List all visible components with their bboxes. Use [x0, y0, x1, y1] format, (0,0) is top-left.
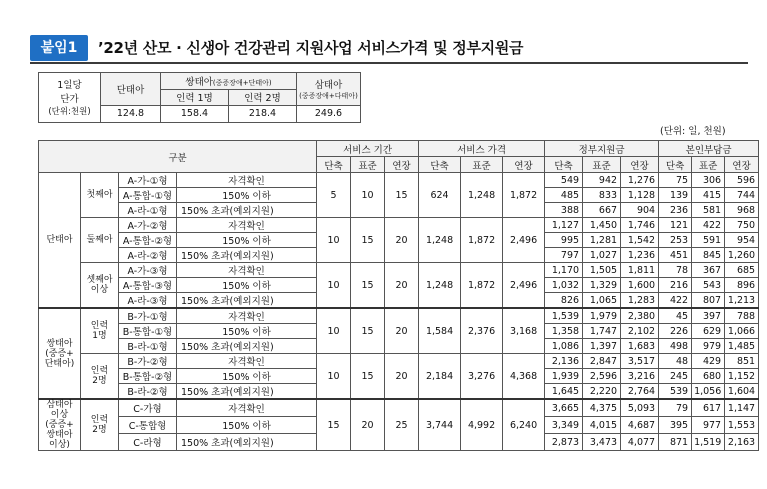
gov-subsidy-value: 3,216	[621, 369, 659, 384]
self-pay-value: 617	[692, 399, 725, 417]
table-row	[39, 173, 759, 188]
eligibility: 150% 초과(예외지원)	[177, 248, 317, 263]
price-value: 1,872	[461, 218, 503, 263]
type-code: A-가-①형	[119, 173, 177, 188]
type-code: C-가형	[119, 399, 177, 417]
self-pay-value: 2,163	[725, 434, 759, 451]
self-pay-value: 75	[659, 173, 692, 188]
sub-header: 표준	[583, 157, 621, 173]
price-value: 6,240	[503, 399, 545, 451]
gov-subsidy-value: 942	[583, 173, 621, 188]
price-value: 2,496	[503, 218, 545, 263]
group-label-line: (중증+	[45, 420, 74, 430]
period-value: 10	[317, 354, 351, 400]
header-self-pay: 본인부담금	[659, 141, 759, 157]
period-value: 15	[385, 173, 419, 218]
price-header-twin-label: 쌍태아	[185, 76, 213, 88]
type-code: B-라-①형	[119, 339, 177, 354]
self-pay-value: 680	[692, 369, 725, 384]
eligibility: 150% 초과(예외지원)	[177, 203, 317, 218]
period-value: 20	[385, 354, 419, 400]
period-value: 15	[351, 218, 385, 263]
table-row	[39, 308, 759, 324]
eligibility: 150% 이하	[177, 417, 317, 434]
unit-note: (단위: 일, 천원)	[660, 126, 726, 137]
self-pay-value: 979	[692, 339, 725, 354]
gov-subsidy-value: 2,380	[621, 308, 659, 324]
self-pay-value: 591	[692, 233, 725, 248]
subgroup-label	[81, 173, 119, 218]
price-value: 2,496	[503, 263, 545, 309]
gov-subsidy-value: 1,027	[583, 248, 621, 263]
self-pay-value: 498	[659, 339, 692, 354]
price-row-label-line: (단위:천원)	[48, 107, 91, 118]
group-label-line: 2명	[92, 376, 107, 386]
period-value: 25	[385, 399, 419, 451]
type-code: A-라-①형	[119, 203, 177, 218]
gov-subsidy-value: 1,600	[621, 278, 659, 293]
sub-header: 연장	[503, 157, 545, 173]
period-value: 20	[351, 399, 385, 451]
self-pay-value: 539	[659, 384, 692, 400]
group-label-line: 이상	[50, 410, 69, 420]
eligibility: 150% 이하	[177, 188, 317, 203]
self-pay-value: 896	[725, 278, 759, 293]
price-value: 3,168	[503, 308, 545, 354]
gov-subsidy-value: 1,170	[545, 263, 583, 278]
gov-subsidy-value: 3,517	[621, 354, 659, 369]
group-label-line: 단태아	[46, 235, 73, 245]
eligibility: 150% 초과(예외지원)	[177, 293, 317, 309]
attachment-badge: 붙임1	[30, 35, 88, 61]
period-value: 5	[317, 173, 351, 218]
self-pay-value: 851	[725, 354, 759, 369]
gov-subsidy-value: 1,283	[621, 293, 659, 309]
price-value: 4,992	[461, 399, 503, 451]
gov-subsidy-value: 667	[583, 203, 621, 218]
group-label-line: (중증+	[45, 348, 74, 359]
period-value: 10	[317, 308, 351, 354]
self-pay-value: 750	[725, 218, 759, 233]
group-label-line: 이상	[90, 285, 109, 295]
sub-header: 단축	[659, 157, 692, 173]
subsidy-table	[38, 140, 759, 451]
price-value: 3,744	[419, 399, 461, 451]
gov-subsidy-value: 1,065	[583, 293, 621, 309]
sub-header: 표준	[692, 157, 725, 173]
period-value: 20	[385, 263, 419, 309]
sub-header: 연장	[621, 157, 659, 173]
period-value: 15	[351, 354, 385, 400]
type-code: B-통합-①형	[119, 324, 177, 339]
sub-header: 단축	[419, 157, 461, 173]
self-pay-value: 977	[692, 417, 725, 434]
gov-subsidy-value: 1,979	[583, 308, 621, 324]
group-label-line: 인력	[90, 366, 109, 376]
price-header-single: 단태아	[101, 73, 161, 106]
type-code: A-가-②형	[119, 218, 177, 233]
price-row-label-line: 단가	[60, 94, 79, 106]
eligibility: 자격확인	[177, 399, 317, 417]
self-pay-value: 1,152	[725, 369, 759, 384]
gov-subsidy-value: 1,127	[545, 218, 583, 233]
price-value: 1,248	[419, 218, 461, 263]
price-header-twin-staff1: 인력 1명	[161, 89, 229, 106]
gov-subsidy-value: 1,505	[583, 263, 621, 278]
eligibility: 자격확인	[177, 218, 317, 233]
self-pay-value: 226	[659, 324, 692, 339]
price-header-twin-staff2: 인력 2명	[228, 89, 296, 106]
price-value: 1,584	[419, 308, 461, 354]
self-pay-value: 121	[659, 218, 692, 233]
gov-subsidy-value: 995	[545, 233, 583, 248]
self-pay-value: 581	[692, 203, 725, 218]
self-pay-value: 245	[659, 369, 692, 384]
group-label-line: 둘째아	[86, 235, 113, 245]
gov-subsidy-value: 1,128	[621, 188, 659, 203]
price-value: 1,872	[461, 263, 503, 309]
type-code: B-라-②형	[119, 384, 177, 400]
header-category: 구분	[39, 141, 317, 173]
self-pay-value: 807	[692, 293, 725, 309]
self-pay-value: 1,260	[725, 248, 759, 263]
gov-subsidy-value: 388	[545, 203, 583, 218]
gov-subsidy-value: 1,329	[583, 278, 621, 293]
self-pay-value: 1,485	[725, 339, 759, 354]
self-pay-value: 871	[659, 434, 692, 451]
gov-subsidy-value: 3,665	[545, 399, 583, 417]
period-value: 10	[317, 263, 351, 309]
gov-subsidy-value: 1,032	[545, 278, 583, 293]
self-pay-value: 744	[725, 188, 759, 203]
period-value: 15	[317, 399, 351, 451]
gov-subsidy-value: 2,764	[621, 384, 659, 400]
price-value: 2,184	[419, 354, 461, 400]
table-row	[39, 263, 759, 278]
self-pay-value: 422	[692, 218, 725, 233]
period-value: 20	[385, 308, 419, 354]
group-label-line: 인력	[90, 321, 109, 331]
self-pay-value: 79	[659, 399, 692, 417]
self-pay-value: 1,519	[692, 434, 725, 451]
price-value: 1,872	[503, 173, 545, 218]
price-value-single: 124.8	[101, 106, 161, 123]
type-code: B-가-②형	[119, 354, 177, 369]
sub-header: 표준	[351, 157, 385, 173]
header-period: 서비스 기간	[317, 141, 419, 157]
price-header-twin-note: (중증장애+단태아)	[212, 78, 272, 87]
subgroup-label	[81, 263, 119, 309]
type-code: A-통합-②형	[119, 233, 177, 248]
price-value: 1,248	[461, 173, 503, 218]
self-pay-value: 139	[659, 188, 692, 203]
sub-header: 단축	[545, 157, 583, 173]
self-pay-value: 845	[692, 248, 725, 263]
gov-subsidy-value: 1,236	[621, 248, 659, 263]
gov-subsidy-value: 1,645	[545, 384, 583, 400]
gov-subsidy-value: 4,687	[621, 417, 659, 434]
gov-subsidy-value: 4,375	[583, 399, 621, 417]
self-pay-value: 543	[692, 278, 725, 293]
price-header-twin	[161, 73, 297, 90]
self-pay-value: 78	[659, 263, 692, 278]
gov-subsidy-value: 1,542	[621, 233, 659, 248]
price-value: 3,276	[461, 354, 503, 400]
type-code: C-통합형	[119, 417, 177, 434]
gov-subsidy-value: 1,281	[583, 233, 621, 248]
gov-subsidy-value: 4,077	[621, 434, 659, 451]
subgroup-label	[81, 218, 119, 263]
self-pay-value: 451	[659, 248, 692, 263]
eligibility: 150% 이하	[177, 278, 317, 293]
sub-header: 연장	[725, 157, 759, 173]
type-code: A-가-③형	[119, 263, 177, 278]
document-header	[30, 35, 748, 65]
table-row	[39, 218, 759, 233]
price-value-twin-staff2: 218.4	[228, 106, 296, 123]
type-code: A-라-②형	[119, 248, 177, 263]
gov-subsidy-value: 1,747	[583, 324, 621, 339]
type-code: B-통합-②형	[119, 369, 177, 384]
sub-header: 단축	[317, 157, 351, 173]
gov-subsidy-value: 1,450	[583, 218, 621, 233]
subgroup-label	[81, 308, 119, 354]
type-code: A-라-③형	[119, 293, 177, 309]
period-value: 15	[351, 263, 385, 309]
subgroup-label	[81, 354, 119, 400]
self-pay-value: 367	[692, 263, 725, 278]
self-pay-value: 45	[659, 308, 692, 324]
gov-subsidy-value: 1,746	[621, 218, 659, 233]
eligibility: 150% 이하	[177, 324, 317, 339]
self-pay-value: 422	[659, 293, 692, 309]
eligibility: 150% 초과(예외지원)	[177, 339, 317, 354]
self-pay-value: 397	[692, 308, 725, 324]
title-underline	[30, 62, 748, 64]
price-value-twin-staff1: 158.4	[161, 106, 229, 123]
self-pay-value: 685	[725, 263, 759, 278]
gov-subsidy-value: 3,473	[583, 434, 621, 451]
group-label	[39, 173, 81, 309]
type-code: A-통합-①형	[119, 188, 177, 203]
gov-subsidy-value: 3,349	[545, 417, 583, 434]
period-value: 10	[317, 218, 351, 263]
group-label-line: 1명	[92, 331, 107, 341]
self-pay-value: 1,147	[725, 399, 759, 417]
gov-subsidy-value: 2,873	[545, 434, 583, 451]
self-pay-value: 629	[692, 324, 725, 339]
table-row	[39, 354, 759, 369]
price-row-label-line: 1일당	[57, 80, 82, 92]
price-value-triple: 249.6	[297, 106, 361, 123]
eligibility: 자격확인	[177, 173, 317, 188]
group-label-line: 인력	[90, 415, 109, 425]
self-pay-value: 429	[692, 354, 725, 369]
eligibility: 자격확인	[177, 263, 317, 278]
daily-price-table	[38, 72, 361, 123]
document-title: ’22년 산모 · 신생아 건강관리 지원사업 서비스가격 및 정부지원금	[98, 39, 524, 57]
price-value: 2,376	[461, 308, 503, 354]
price-header-triple-note: (중증장애+다태아)	[299, 92, 358, 100]
group-label-line: 쌍태아	[46, 338, 73, 349]
self-pay-value: 253	[659, 233, 692, 248]
gov-subsidy-value: 1,683	[621, 339, 659, 354]
self-pay-value: 1,553	[725, 417, 759, 434]
gov-subsidy-value: 1,811	[621, 263, 659, 278]
self-pay-value: 236	[659, 203, 692, 218]
gov-subsidy-value: 2,220	[583, 384, 621, 400]
group-label-line: 삼태아	[46, 400, 73, 410]
group-label	[39, 308, 81, 399]
sub-header: 표준	[461, 157, 503, 173]
self-pay-value: 48	[659, 354, 692, 369]
gov-subsidy-value: 1,939	[545, 369, 583, 384]
self-pay-value: 968	[725, 203, 759, 218]
period-value: 20	[385, 218, 419, 263]
price-value: 624	[419, 173, 461, 218]
gov-subsidy-value: 833	[583, 188, 621, 203]
eligibility: 150% 초과(예외지원)	[177, 434, 317, 451]
eligibility: 150% 이하	[177, 233, 317, 248]
gov-subsidy-value: 904	[621, 203, 659, 218]
table-row	[39, 399, 759, 417]
sub-header: 연장	[385, 157, 419, 173]
price-value: 4,368	[503, 354, 545, 400]
gov-subsidy-value: 1,276	[621, 173, 659, 188]
subsidy-table-body	[39, 173, 759, 451]
self-pay-value: 415	[692, 188, 725, 203]
gov-subsidy-value: 5,093	[621, 399, 659, 417]
self-pay-value: 954	[725, 233, 759, 248]
group-label-line: 이상)	[49, 440, 70, 450]
eligibility: 자격확인	[177, 354, 317, 369]
self-pay-value: 788	[725, 308, 759, 324]
group-label-line: 첫째아	[86, 190, 113, 200]
gov-subsidy-value: 797	[545, 248, 583, 263]
price-row-label	[39, 73, 101, 123]
price-header-triple	[297, 73, 361, 106]
period-value: 10	[351, 173, 385, 218]
gov-subsidy-value: 2,596	[583, 369, 621, 384]
period-value: 15	[351, 308, 385, 354]
subgroup-label	[81, 399, 119, 451]
gov-subsidy-value: 1,086	[545, 339, 583, 354]
group-label	[39, 399, 81, 451]
gov-subsidy-value: 1,358	[545, 324, 583, 339]
gov-subsidy-value: 4,015	[583, 417, 621, 434]
group-label-line: 셋째아	[86, 275, 113, 285]
group-label-line: 2명	[92, 425, 107, 435]
gov-subsidy-value: 2,847	[583, 354, 621, 369]
self-pay-value: 1,056	[692, 384, 725, 400]
self-pay-value: 306	[692, 173, 725, 188]
eligibility: 150% 이하	[177, 369, 317, 384]
self-pay-value: 1,066	[725, 324, 759, 339]
self-pay-value: 216	[659, 278, 692, 293]
gov-subsidy-value: 826	[545, 293, 583, 309]
price-header-triple-label: 삼태아	[314, 80, 343, 91]
type-code: B-가-①형	[119, 308, 177, 324]
eligibility: 150% 초과(예외지원)	[177, 384, 317, 400]
group-label-line: 쌍태아	[46, 430, 73, 440]
eligibility: 자격확인	[177, 308, 317, 324]
self-pay-value: 395	[659, 417, 692, 434]
self-pay-value: 596	[725, 173, 759, 188]
header-gov-subsidy: 정부지원금	[545, 141, 659, 157]
price-value: 1,248	[419, 263, 461, 309]
gov-subsidy-value: 1,397	[583, 339, 621, 354]
self-pay-value: 1,604	[725, 384, 759, 400]
header-price: 서비스 가격	[419, 141, 545, 157]
type-code: A-통합-③형	[119, 278, 177, 293]
gov-subsidy-value: 485	[545, 188, 583, 203]
self-pay-value: 1,213	[725, 293, 759, 309]
group-label-line: 단태아)	[44, 358, 75, 369]
gov-subsidy-value: 2,102	[621, 324, 659, 339]
type-code: C-라형	[119, 434, 177, 451]
gov-subsidy-value: 549	[545, 173, 583, 188]
gov-subsidy-value: 2,136	[545, 354, 583, 369]
gov-subsidy-value: 1,539	[545, 308, 583, 324]
